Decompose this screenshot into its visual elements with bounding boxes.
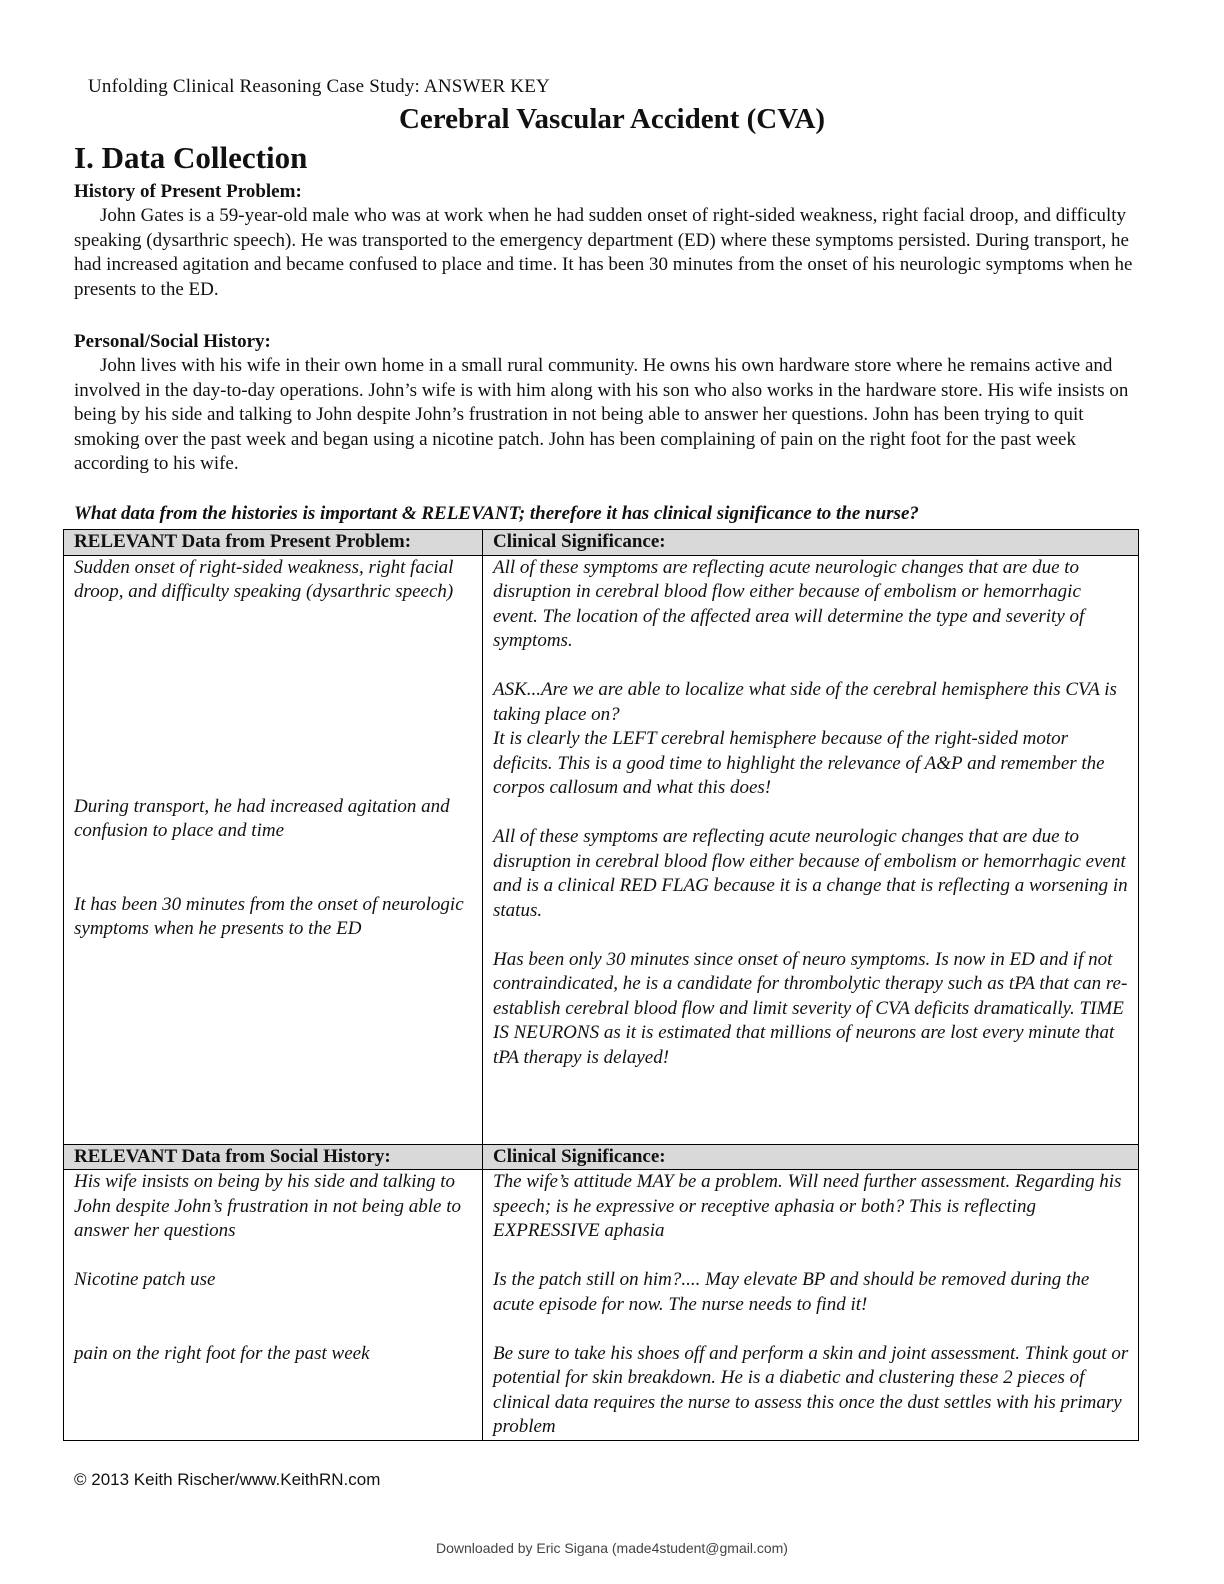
social-data-item: His wife insists on being by his side and talking to John despite John’s frustration in not being able to answer her questions: [74, 1171, 462, 1241]
present-data-cell: [64, 555, 483, 1144]
copyright-notice: © 2013 Keith Rischer/www.KeithRN.com: [74, 1470, 381, 1489]
present-significance-cell: [483, 555, 1139, 1144]
relevant-data-table: [63, 529, 1139, 1441]
ask-answer: It is clearly the LEFT cerebral hemisphere because of the right-sided motor deficits. This is a good time to highlight the relevance of A&P and remember the corpos callosum and what this does!: [493, 728, 1105, 798]
social-data-cell: [64, 1170, 483, 1441]
section-heading: I. Data Collection: [74, 140, 308, 175]
present-data-item: Sudden onset of right-sided weakness, right facial droop, and difficulty speaking (dysarthric speech): [74, 556, 454, 602]
social-significance-header: Clinical Significance:: [483, 1144, 1139, 1170]
table-row: [64, 555, 1139, 1144]
social-data-item: pain on the right foot for the past week: [74, 1342, 370, 1364]
relevance-question: What data from the histories is important & RELEVANT; therefore it has clinical significance to the nurse?: [74, 503, 919, 524]
table-row: [64, 1170, 1139, 1441]
significance-text: Is the patch still on him?.... May elevate BP and should be removed during the acute episode for now. The nurse needs to find it!: [493, 1269, 1090, 1315]
document-title: Cerebral Vascular Accident (CVA): [398, 103, 826, 135]
table-header-row: [64, 1144, 1139, 1170]
history-present-heading: History of Present Problem:: [74, 181, 302, 202]
table-header-row: [64, 530, 1139, 556]
significance-text: All of these symptoms are reflecting acute neurologic changes that are due to disruption in cerebral blood flow either because of embolism or hemorrhagic event and is a clinical RED FLAG because it is a change that is reflecting a worsening in status.: [493, 826, 1128, 921]
significance-text: All of these symptoms are reflecting acute neurologic changes that are due to disruption in cerebral blood flow either because of embolism or hemorrhagic event. The location of the affected area will determine the type and severity of symptoms.: [493, 556, 1085, 651]
social-significance-cell: [483, 1170, 1139, 1441]
personal-social-text: John lives with his wife in their own home in a small rural community. He owns his own hardware store where he remains active and involved in the day-to-day operations. John’s wife is with him along with his son who also works in the hardware store. His wife insists on being by his side and talking to John despite John’s frustration in not being able to answer her questions. John has been trying to quit smoking over the past week and began using a nicotine patch. John has been complaining of pain on the right foot for the past week according to his wife.: [74, 355, 1129, 474]
present-significance-header: Clinical Significance:: [483, 530, 1139, 556]
social-data-item: Nicotine patch use: [74, 1269, 216, 1290]
significance-text: The wife’s attitude MAY be a problem. Will need further assessment. Regarding his speech; is he expressive or receptive aphasia or both? This is reflecting EXPRESSIVE aphasia: [493, 1171, 1122, 1241]
significance-text: Has been only 30 minutes since onset of neuro symptoms. Is now in ED and if not contraindicated, he is a candidate for thrombolytic therapy such as tPA that can re-establish cerebral blood flow and limit severity of CVA deficits dramatically. TIME IS NEURONS as it is estimated that millions of neurons are lost every minute that tPA therapy is delayed!: [493, 948, 1128, 1068]
ask-question: ASK...Are we are able to localize what side of the cerebral hemisphere this CVA is taking place on?: [493, 679, 1117, 725]
personal-social-heading: Personal/Social History:: [74, 331, 271, 352]
social-data-header: RELEVANT Data from Social History:: [64, 1144, 483, 1170]
significance-text: Be sure to take his shoes off and perform a skin and joint assessment. Think gout or potential for skin breakdown. He is a diabetic and clustering these 2 pieces of clinical data requires the nurse to assess this once the dust settles with his primary problem: [493, 1342, 1129, 1437]
download-notice: Downloaded by Eric Sigana (made4student@gmail.com): [436, 1540, 788, 1556]
present-data-header: RELEVANT Data from Present Problem:: [64, 530, 483, 556]
case-study-series: Unfolding Clinical Reasoning Case Study: ANSWER KEY: [88, 76, 550, 97]
history-present-text: John Gates is a 59-year-old male who was at work when he had sudden onset of right-sided weakness, right facial droop, and difficulty speaking (dysarthric speech). He was transported to the emergency department (ED) where these symptoms persisted. During transport, he had increased agitation and became confused to place and time. It has been 30 minutes from the onset of his neurologic symptoms when he presents to the ED.: [74, 205, 1133, 300]
present-data-item: During transport, he had increased agitation and confusion to place and time: [74, 795, 450, 841]
present-data-item: It has been 30 minutes from the onset of neurologic symptoms when he presents to the ED: [74, 893, 464, 939]
